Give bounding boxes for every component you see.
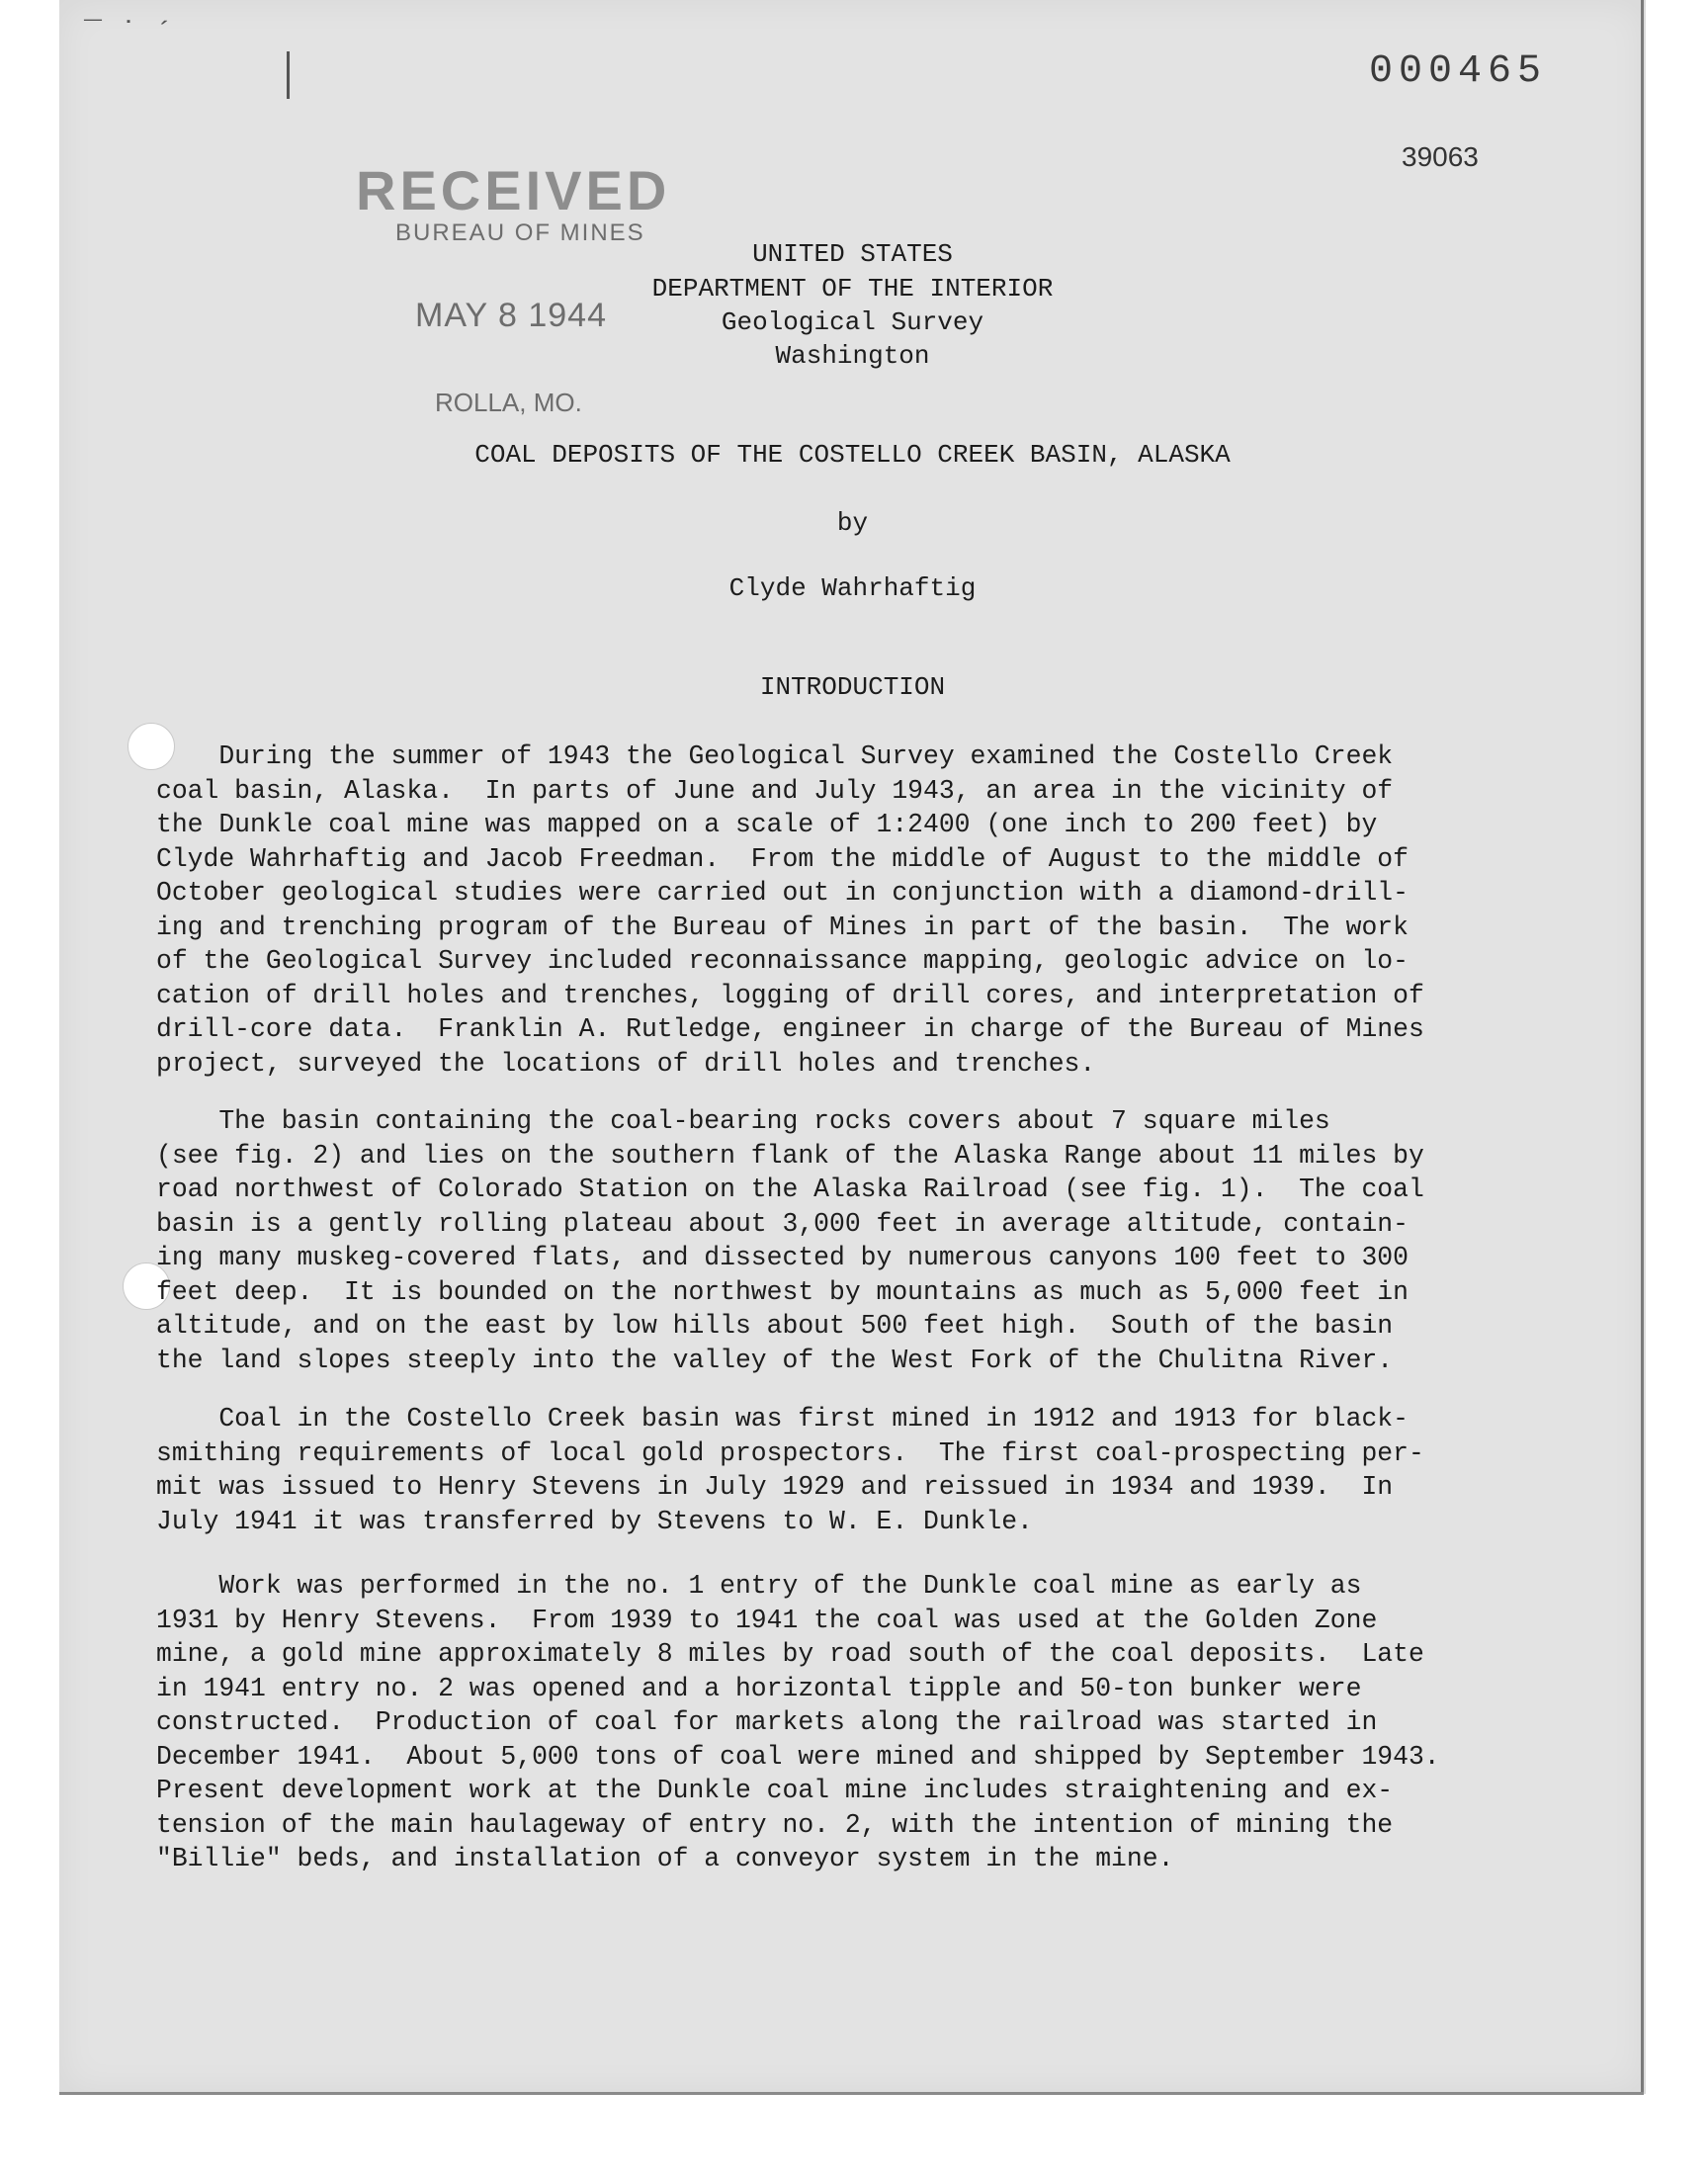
text-line: project, surveyed the locations of drill holes and trenches. bbox=[156, 1048, 1096, 1079]
text-line: October geological studies were carried out in conjunction with a diamond-drill- bbox=[156, 878, 1409, 908]
text-line: (see fig. 2) and lies on the southern flank of the Alaska Range about 11 miles by bbox=[156, 1140, 1424, 1171]
text-line: The basin containing the coal-bearing rocks covers about 7 square miles bbox=[156, 1106, 1330, 1136]
paragraph-2 bbox=[156, 1104, 1500, 1377]
heading-department: DEPARTMENT OF THE INTERIOR bbox=[651, 274, 1054, 304]
heading-united-states: UNITED STATES bbox=[752, 239, 953, 269]
text-line: basin is a gently rolling plateau about 3,000 feet in average altitude, contain- bbox=[156, 1208, 1409, 1239]
document-number: 000465 bbox=[1369, 49, 1548, 94]
text-line: Work was performed in the no. 1 entry of the Dunkle coal mine as early as bbox=[156, 1571, 1362, 1601]
stamp-date: MAY 8 1944 bbox=[415, 297, 607, 334]
stamp-received: RECEIVED bbox=[356, 159, 671, 221]
text-line: tension of the main haulageway of entry no. 2, with the intention of mining the bbox=[156, 1809, 1394, 1840]
text-line: the land slopes steeply into the valley of the West Fork of the Chulitna River. bbox=[156, 1345, 1394, 1375]
author-name: Clyde Wahrhaftig bbox=[728, 573, 977, 603]
text-line: of the Geological Survey included reconnaissance mapping, geologic advice on lo- bbox=[156, 946, 1409, 976]
text-line: "Billie" beds, and installation of a conveyor system in the mine. bbox=[156, 1844, 1174, 1873]
text-line: altitude, and on the east by low hills about 500 feet high. South of the basin bbox=[156, 1311, 1394, 1341]
paragraph-3 bbox=[156, 1402, 1500, 1538]
text-line: December 1941. About 5,000 tons of coal were mined and shipped by September 1943. bbox=[156, 1741, 1440, 1772]
text-line: drill-core data. Franklin A. Rutledge, engineer in charge of the Bureau of Mines bbox=[156, 1014, 1424, 1044]
paragraph-4 bbox=[156, 1569, 1500, 1876]
text-line: smithing requirements of local gold prospectors. The first coal-prospecting per- bbox=[156, 1437, 1424, 1468]
text-line: ing and trenching program of the Bureau of Mines in part of the basin. The work bbox=[156, 912, 1409, 942]
text-line: Clyde Wahrhaftig and Jacob Freedman. From the middle of August to the middle of bbox=[156, 843, 1409, 874]
pencil-mark bbox=[287, 51, 290, 99]
stamp-place: ROLLA, MO. bbox=[435, 388, 582, 417]
text-line: ing many muskeg-covered flats, and dissected by numerous canyons 100 feet to 300 bbox=[156, 1243, 1409, 1272]
text-line: in 1941 entry no. 2 was opened and a horizontal tipple and 50-ton bunker were bbox=[156, 1673, 1362, 1703]
text-line: mine, a gold mine approximately 8 miles by road south of the coal deposits. Late bbox=[156, 1639, 1424, 1669]
byline-by: by bbox=[836, 508, 869, 538]
heading-city: Washington bbox=[775, 341, 930, 371]
paragraph-1 bbox=[156, 740, 1500, 1081]
page-edge-bottom bbox=[59, 2092, 1644, 2095]
text-line: July 1941 it was transferred by Stevens to W. E. Dunkle. bbox=[156, 1506, 1033, 1536]
heading-survey: Geological Survey bbox=[721, 307, 984, 337]
text-line: coal basin, Alaska. In parts of June and July 1943, an area in the vicinity of bbox=[156, 775, 1394, 806]
text-line: the Dunkle coal mine was mapped on a scale of 1:2400 (one inch to 200 feet) by bbox=[156, 810, 1378, 839]
stamp-bureau: BUREAU OF MINES bbox=[395, 219, 645, 246]
text-line: Present development work at the Dunkle coal mine includes straightening and ex- bbox=[156, 1776, 1394, 1805]
text-line: cation of drill holes and trenches, logging of drill cores, and interpretation of bbox=[156, 980, 1424, 1010]
text-line: road northwest of Colorado Station on the Alaska Railroad (see fig. 1). The coal bbox=[156, 1174, 1424, 1204]
reference-number: 39063 bbox=[1402, 141, 1479, 172]
text-line: feet deep. It is bounded on the northwest by mountains as much as 5,000 feet in bbox=[156, 1276, 1409, 1307]
text-line: constructed. Production of coal for markets along the railroad was started in bbox=[156, 1707, 1378, 1737]
document-title: COAL DEPOSITS OF THE COSTELLO CREEK BASIN, ALASKA bbox=[474, 440, 1231, 470]
text-line: During the summer of 1943 the Geological Survey examined the Costello Creek bbox=[156, 741, 1394, 771]
section-heading: INTRODUCTION bbox=[759, 672, 946, 702]
text-line: mit was issued to Henry Stevens in July 1929 and reissued in 1934 and 1939. In bbox=[156, 1472, 1394, 1502]
corner-mark: ‾ ˙ ´ bbox=[84, 18, 174, 51]
text-line: 1931 by Henry Stevens. From 1939 to 1941 the coal was used at the Golden Zone bbox=[156, 1605, 1378, 1635]
text-line: Coal in the Costello Creek basin was first mined in 1912 and 1913 for black- bbox=[156, 1404, 1409, 1434]
